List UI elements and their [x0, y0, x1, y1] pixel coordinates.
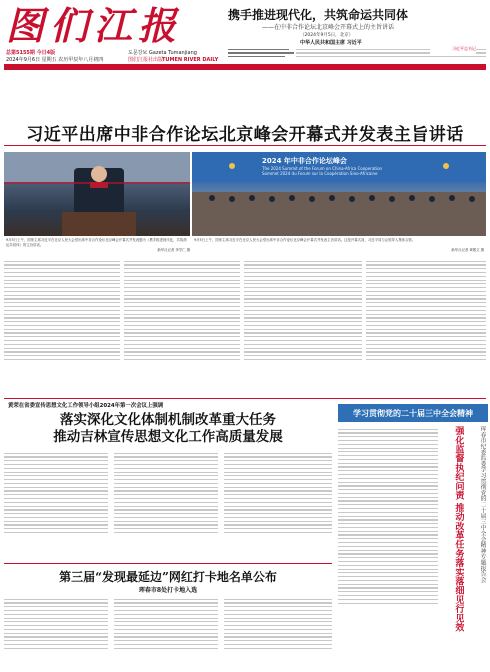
photo1-credit: 新华社记者 李学仁 摄 — [157, 248, 190, 252]
publisher-cn: 图们江报社出版 — [128, 57, 164, 63]
divider — [4, 563, 332, 564]
article-column-1 — [4, 258, 120, 398]
top-story-subtitle: ——在中非合作论坛北京峰会开幕式上的主旨讲话 — [262, 24, 395, 31]
photo2-caption: 9月5日上午，国家主席习近平在北京人民大会堂出席中非合作论坛北京峰会开幕式并发表主旨讲话。这是开幕式前，习近平同与会领导人集体合影。 — [194, 238, 416, 242]
section2-kicker: 黄荣在省委宣传思想文化工作领导小组2024年第一次会议上强调 — [8, 403, 164, 409]
photo-president-speech — [4, 152, 190, 236]
section2-column-3 — [224, 450, 332, 562]
top-story-date: （2024年9月5日，北京） — [300, 33, 354, 38]
summit-banner-fr: Sommet 2024 du Forum sur la Coopération Sino-Africaine — [262, 171, 378, 176]
top-story-author: 中华人民共和国主席 习近平 — [300, 40, 362, 46]
section2-column-2 — [114, 450, 218, 562]
divider — [4, 398, 486, 399]
top-story-title[interactable]: 携手推进现代化，共筑命运共同体 — [228, 8, 409, 22]
top-badge: 习近平总书记 — [430, 46, 476, 54]
issue-line: 总第5155期 今日4版 — [6, 50, 56, 56]
section3-column-1 — [4, 596, 108, 668]
section3-column-3 — [224, 596, 332, 668]
speech-photo-art — [4, 152, 190, 236]
summit-banner — [262, 156, 482, 176]
section2-column-1 — [4, 450, 108, 562]
summit-banner-en: The 2024 Summit of the Forum on China-Africa Cooperation — [262, 166, 383, 171]
sidebar-vertical-subtitle: 珲春市纪委监委学习贯彻党的二十届三中全会精神专题报告会 — [479, 426, 485, 583]
main-headline[interactable]: 习近平出席中非合作论坛北京峰会开幕式并发表主旨讲话 — [26, 125, 464, 145]
divider — [4, 145, 486, 146]
section3-headline[interactable]: 第三届“发现最延边”网红打卡地名单公布 — [59, 570, 277, 584]
newspaper-logo: 图们江报 — [6, 3, 183, 48]
date-line: 2024年9月6日 星期五 农历甲辰年八月初四 — [6, 57, 104, 63]
sidebar-body — [338, 426, 438, 666]
article-column-2 — [124, 258, 240, 398]
photo2-credit: 新华社记者 黄敬文 摄 — [451, 248, 484, 252]
publisher-en: TUMEN RIVER DAILY — [162, 57, 219, 63]
photo1-caption: 9月5日上午，国家主席习近平在北京人民大会堂出席中非合作论坛北京峰会开幕式并发表题为《携手推进现代化，共筑命运共同体》的主旨讲话。 — [6, 238, 187, 247]
section2-headline-line1: 落实深化文化体制机制改革重大任务 — [60, 412, 276, 428]
sidebar-vertical-title[interactable]: 强化监督执纪问责 推动改革任务落实落细见行见效 — [453, 426, 464, 632]
section2-headline[interactable] — [4, 412, 332, 446]
study-badge[interactable]: 学习贯彻党的二十届三中全会精神 — [338, 404, 488, 422]
section2-headline-line2: 推动吉林宣传思想文化工作高质量发展 — [53, 429, 283, 445]
section3-subhead: 珲春市8处打卡地入选 — [138, 587, 198, 594]
article-column-4 — [366, 258, 486, 398]
photo-group — [192, 152, 486, 236]
section3-column-2 — [114, 596, 218, 668]
korean-name: 도문강보 Gazeta Tumanjiang — [128, 50, 197, 56]
info-bar — [4, 64, 486, 70]
article-column-3 — [244, 258, 362, 398]
summit-banner-title: 2024 年中非合作论坛峰会 — [262, 157, 347, 165]
top-story-lead — [228, 46, 294, 64]
